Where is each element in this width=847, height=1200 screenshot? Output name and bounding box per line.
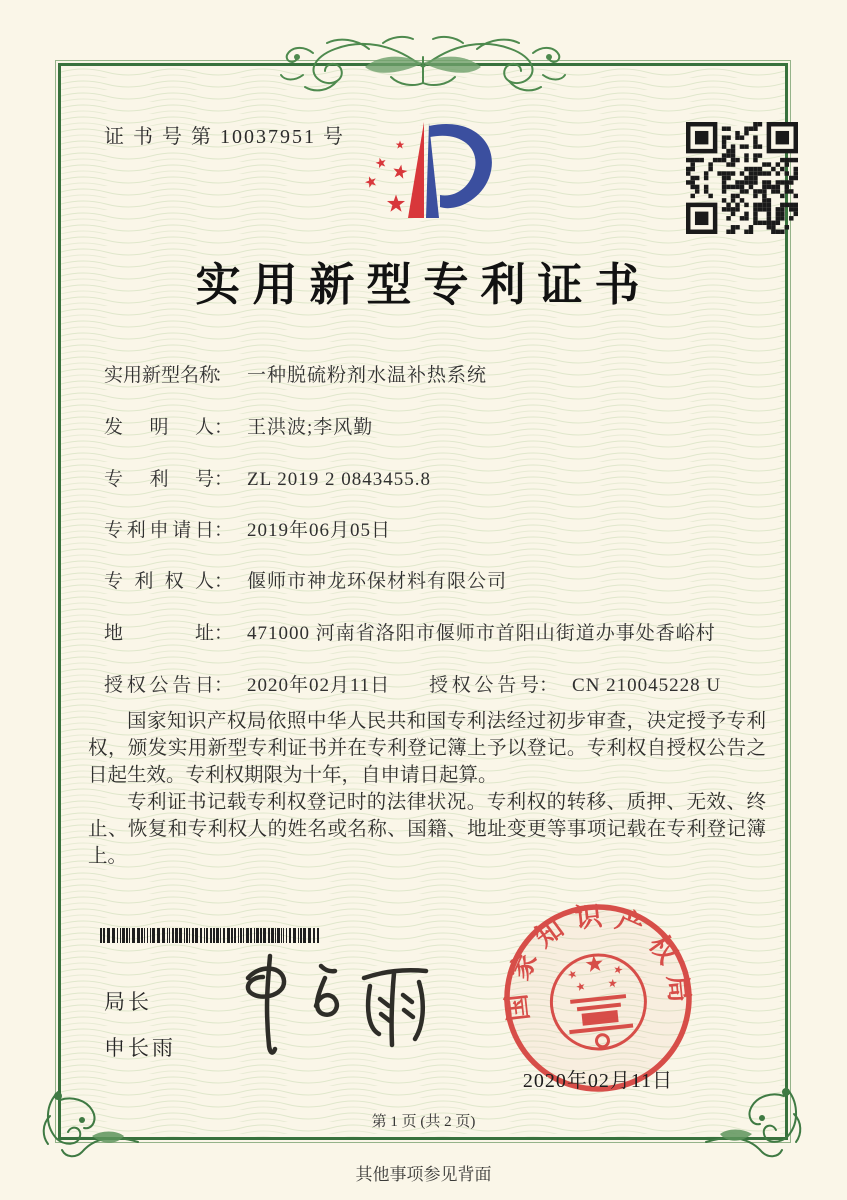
field-value: 一种脱硫粉剂水温补热系统 (247, 365, 488, 386)
field-colon: ： (214, 417, 234, 438)
field-row-filing-date (104, 515, 764, 542)
signer-name: 申长雨 (104, 1036, 176, 1060)
field-row-utility-name (104, 360, 764, 387)
field-value: 471000 河南省洛阳市偃师市首阳山街道办事处香峪村 (247, 623, 716, 644)
page-number: 第 1 页 (共 2 页) (371, 1114, 476, 1130)
qr-code (686, 122, 798, 234)
field-colon: ： (214, 623, 234, 644)
field-value: 2019年06月05日 (247, 520, 392, 541)
field-row-patent-number (104, 464, 764, 491)
field-label: 专利号 (104, 469, 214, 490)
legal-text-block (88, 708, 766, 870)
field-value: 王洪波;李风勤 (247, 417, 374, 438)
handwritten-signature (228, 946, 446, 1064)
grant-number-value: CN 210045228 U (572, 675, 722, 696)
field-value: 偃师市神龙环保材料有限公司 (247, 571, 508, 592)
field-value: ZL 2019 2 0843455.8 (247, 469, 432, 490)
barcode (100, 928, 322, 943)
field-colon: ： (214, 675, 234, 696)
field-label: 发明人 (104, 417, 214, 438)
field-label: 授权公告号 (429, 675, 539, 696)
field-row-address (104, 618, 764, 645)
seal-date: 2020年02月11日 (522, 1070, 674, 1092)
field-row-inventor (104, 412, 764, 439)
field-label: 授权公告日 (104, 675, 214, 696)
seal-text: 国 家 知 识 产 权 局 (500, 900, 695, 1023)
grant-number-group (429, 670, 721, 697)
cnipa-logo-icon (338, 106, 520, 238)
field-colon: ： (214, 469, 234, 490)
field-colon: ： (214, 520, 234, 541)
field-label: 实用新型名称 (104, 365, 219, 386)
field-label: 专利权人 (104, 571, 214, 592)
back-side-note: 其他事项参见背面 (355, 1165, 492, 1184)
legal-paragraph-1: 国家知识产权局依照中华人民共和国专利法经过初步审查，决定授予专利权，颁发实用新型专利证书并在专利登记簿上予以登记。专利权自授权公告之日起生效。专利权期限为十年，自申请日起算。 (88, 711, 766, 786)
field-label: 专利申请日 (104, 520, 214, 541)
certificate-title: 实用新型专利证书 (195, 260, 652, 310)
grant-date-value: 2020年02月11日 (247, 675, 391, 696)
field-colon: ： (214, 571, 234, 592)
field-row-grant (104, 670, 764, 697)
field-colon: ： (214, 365, 234, 386)
field-colon: ： (539, 675, 559, 696)
signer-title: 局长 (104, 990, 152, 1014)
legal-paragraph-2: 专利证书记载专利权登记时的法律状况。专利权的转移、质押、无效、终止、恢复和专利权人的姓名或名称、国籍、地址变更等事项记载在专利登记簿上。 (88, 792, 766, 867)
field-label: 地址 (104, 623, 214, 644)
field-row-patentee (104, 566, 764, 593)
certificate-number: 证 书 号 第 10037951 号 (104, 126, 345, 148)
